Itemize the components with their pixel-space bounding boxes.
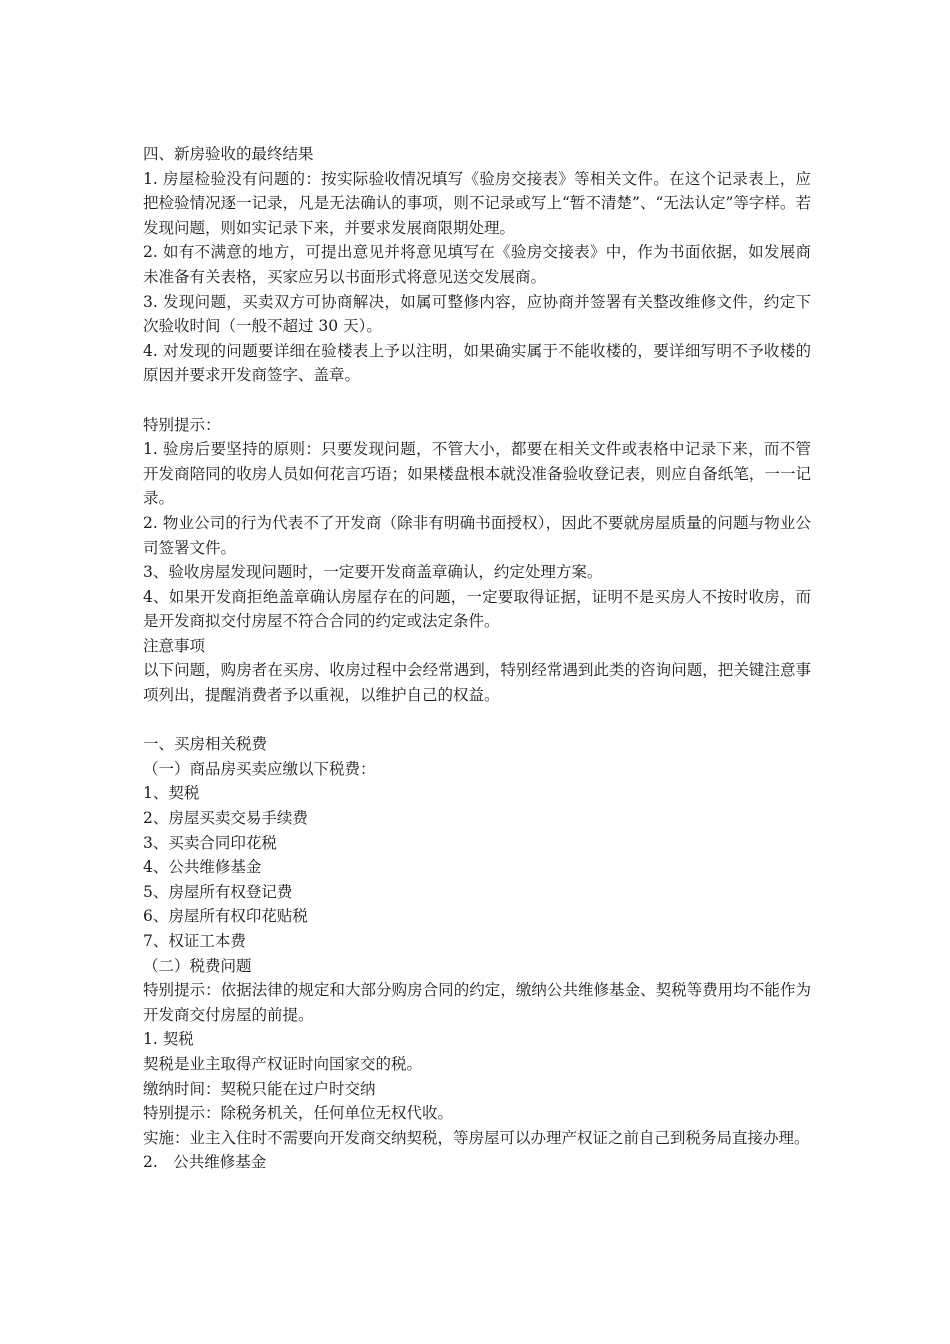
list-item: 1、契税	[143, 784, 200, 803]
paragraph: 契税是业主取得产权证时向国家交的税。	[143, 1054, 423, 1073]
paragraph: 1. 验房后要坚持的原则：只要发现问题，不管大小，都要在相关文件或表格中记录下来，而不管开发商陪同的收房人员如何花言巧语；如果楼盘根本就没准备验收登记表，则应自备纸笔，一一记录。	[143, 440, 811, 508]
subsection-heading: （二）税费问题	[143, 956, 252, 975]
paragraph: 4、如果开发商拒绝盖章确认房屋存在的问题，一定要取得证据，证明不是买房人不按时收房，而是开发商拟交付房屋不符合合同的约定或法定条件。	[143, 587, 811, 631]
list-item: 3、买卖合同印花税	[143, 833, 277, 852]
paragraph: 4. 对发现的问题要详细在验楼表上予以注明，如果确实属于不能收楼的，要详细写明不予收楼的原因并要求开发商签字、盖章。	[143, 341, 811, 385]
item-heading: 1. 契税	[143, 1030, 194, 1049]
paragraph: 3、验收房屋发现问题时，一定要开发商盖章确认，约定处理方案。	[143, 563, 603, 582]
section-heading: 注意事项	[143, 636, 206, 655]
list-item: 4、公共维修基金	[143, 858, 262, 877]
paragraph: 以下问题，购房者在买房、收房过程中会经常遇到，特别经常遇到此类的咨询问题，把关键注意事项列出，提醒消费者予以重视，以维护自己的权益。	[143, 661, 811, 705]
paragraph: 3. 发现问题，买卖双方可协商解决，如属可整修内容，应协商并签署有关整改维修文件，约定下次验收时间（一般不超过 30 天）。	[143, 292, 811, 336]
subsection-heading: （一）商品房买卖应缴以下税费：	[143, 759, 376, 778]
section-heading: 四、新房验收的最终结果	[143, 145, 314, 163]
blank-line	[143, 388, 811, 413]
paragraph: 实施：业主入住时不需要向开发商交纳契税，等房屋可以办理产权证之前自己到税务局直接办理。	[143, 1128, 810, 1147]
document-body	[143, 142, 811, 1175]
paragraph: 2. 物业公司的行为代表不了开发商（除非有明确书面授权），因此不要就房屋质量的问题与物业公司签署文件。	[143, 513, 811, 557]
section-heading: 特别提示：	[143, 415, 221, 434]
paragraph: 1. 房屋检验没有问题的：按实际验收情况填写《验房交接表》等相关文件。在这个记录表上，应把检验情况逐一记录，凡是无法确认的事项，则不记录或写上“暂不清楚”、“无法认定”等字样。若发现问题，则如实记录下来，并要求发展商限期处理。	[143, 169, 811, 237]
list-item: 7、权证工本费	[143, 932, 246, 950]
list-item: 5、房屋所有权登记费	[143, 882, 293, 901]
item-heading: 2. 公共维修基金	[143, 1153, 267, 1172]
paragraph: 特别提示：依据法律的规定和大部分购房合同的约定，缴纳公共维修基金、契税等费用均不能作为开发商交付房屋的前提。	[143, 981, 811, 1024]
paragraph: 缴纳时间：契税只能在过户时交纳	[143, 1079, 376, 1098]
section-heading: 一、买房相关税费	[143, 735, 268, 754]
paragraph: 2. 如有不满意的地方，可提出意见并将意见填写在《验房交接表》中，作为书面依据，如发展商未准备有关表格，买家应另以书面形式将意见送交发展商。	[143, 243, 811, 286]
paragraph: 特别提示：除税务机关，任何单位无权代收。	[143, 1104, 454, 1123]
list-item: 2、房屋买卖交易手续费	[143, 809, 308, 828]
blank-line	[143, 708, 811, 733]
list-item: 6、房屋所有权印花贴税	[143, 907, 308, 926]
